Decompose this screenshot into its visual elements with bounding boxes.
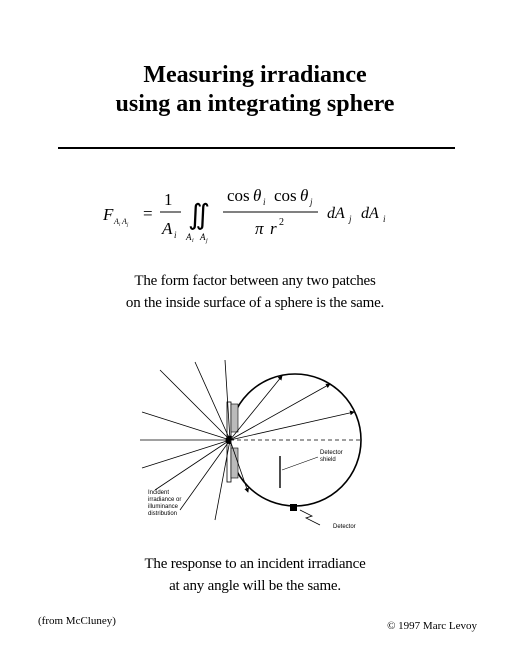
- formula-equals: =: [143, 204, 153, 223]
- formula-frac1-num: 1: [164, 190, 173, 209]
- label-detector-shield-2: shield: [320, 457, 336, 463]
- integrating-sphere-diagram: [140, 360, 380, 535]
- form-factor-caption-line-2: on the inside surface of a sphere is the same.: [125, 295, 385, 311]
- formula-cos2: cos: [274, 186, 297, 205]
- form-factor-caption-line-1: The form factor between any two patches: [134, 273, 376, 289]
- label-incident-3: illuminance: [148, 504, 179, 510]
- formula-sub-A2: A: [122, 217, 127, 226]
- form-factor-formula: [0, 176, 510, 256]
- label-incident-2: irradiance or: [148, 497, 182, 503]
- page-title-line-2: using an integrating sphere: [115, 91, 395, 117]
- formula-sub-i1: i: [119, 223, 121, 228]
- formula-int-sub-A1: A: [186, 232, 192, 242]
- detector: [290, 504, 297, 511]
- formula-int-sub-i: i: [192, 238, 194, 244]
- formula-frac1-den-sub: i: [174, 230, 177, 240]
- formula-sub-j1: j: [127, 223, 129, 228]
- interior-rays: [230, 376, 360, 492]
- formula-sub-A1: A: [114, 217, 119, 226]
- formula-theta1: θ: [253, 186, 262, 205]
- formula-cos1: cos: [227, 186, 250, 205]
- formula-r-exp: 2: [279, 217, 284, 228]
- formula-pi: π: [255, 219, 264, 238]
- label-detector-shield-1: Detector: [320, 450, 343, 456]
- formula-dAj-sub: j: [349, 214, 352, 224]
- detector-leader: [300, 510, 320, 525]
- formula-frac1-den: A: [162, 219, 173, 238]
- response-caption-line-2: at any angle will be the same.: [169, 578, 341, 594]
- formula-double-integral: ∬: [188, 200, 211, 231]
- copyright: © 1997 Marc Levoy: [387, 620, 477, 632]
- formula-int-sub-A2: A: [200, 232, 206, 242]
- label-incident-4: distribution: [148, 511, 178, 517]
- formula-dAi-sub: i: [383, 214, 386, 224]
- formula-dAj: dA: [327, 205, 345, 222]
- source-credit: (from McCluney): [38, 615, 116, 627]
- response-caption-line-1: The response to an incident irradiance: [144, 556, 366, 572]
- label-incident-1: Incident: [148, 490, 170, 496]
- port-baffle-top: [231, 404, 238, 432]
- shield-leader: [282, 457, 318, 470]
- page-title-line-1: Measuring irradiance: [143, 62, 367, 88]
- formula-F: F: [103, 205, 114, 224]
- incident-rays: [140, 360, 230, 520]
- label-detector: Detector: [333, 524, 356, 530]
- formula-theta2-sub: j: [310, 197, 313, 207]
- formula-theta2: θ: [300, 186, 309, 205]
- title-divider: [58, 147, 455, 149]
- formula-dAi: dA: [361, 205, 379, 222]
- formula-r: r: [270, 219, 277, 238]
- formula-theta1-sub: i: [263, 197, 266, 207]
- formula-int-sub-j: j: [206, 238, 208, 244]
